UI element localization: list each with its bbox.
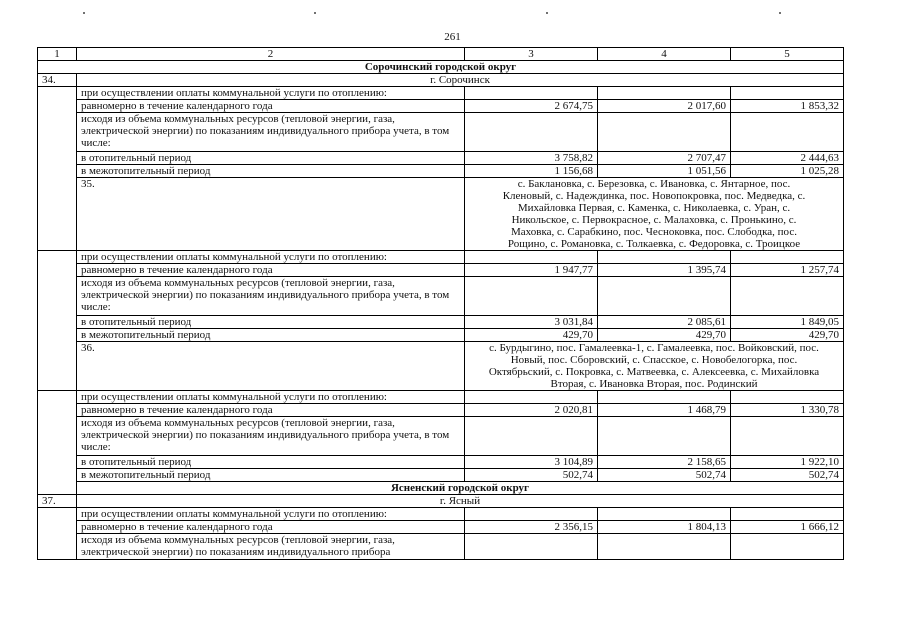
value-cell: 1 849,05 <box>731 316 844 329</box>
value-cell: 1 666,12 <box>731 521 844 534</box>
value-cell: 3 758,82 <box>465 152 598 165</box>
section-title: Ясненский городской округ <box>77 482 844 495</box>
row-label: равномерно в течение календарного года <box>77 521 465 534</box>
value-cell: 1 947,77 <box>465 264 598 277</box>
row-label: исходя из объема коммунальных ресурсов (тепловой энергии, газа, электрической энергии) по показаниям индивидуального прибора учета, в том числе: <box>77 277 465 316</box>
value-cell: 502,74 <box>731 469 844 482</box>
section-row <box>38 482 844 495</box>
table-row <box>38 316 844 329</box>
table-row <box>38 417 844 456</box>
row-label: в отопительный период <box>77 316 465 329</box>
page-number: 261 <box>444 31 461 43</box>
row-label: в межотопительный период <box>77 165 465 178</box>
settlement-name: с. Бурдыгино, пос. Гамалеевка-1, с. Гамалеевка, пос. Войковский, пос. Новый, пос. Сборовский, с. Спасское, с. Новобелогорка, пос. Октябрьский, с. Покровка, с. Матвеевка, с. Алексеевка, с. Михайловка Вторая, с. Ивановка Вторая, пос. Родинский <box>465 342 844 391</box>
table-row <box>38 74 844 87</box>
table-row <box>38 329 844 342</box>
col-header-2: 2 <box>77 48 465 61</box>
section-row <box>38 61 844 74</box>
value-cell: 502,74 <box>465 469 598 482</box>
row-label: в отопительный период <box>77 152 465 165</box>
value-cell: 2 017,60 <box>598 100 731 113</box>
value-cell: 429,70 <box>731 329 844 342</box>
table-row <box>38 456 844 469</box>
value-cell: 1 051,56 <box>598 165 731 178</box>
table-row <box>38 178 844 251</box>
value-cell: 1 330,78 <box>731 404 844 417</box>
row-number: 34. <box>38 74 77 87</box>
table-row <box>38 152 844 165</box>
col-header-1: 1 <box>38 48 77 61</box>
col-header-5: 5 <box>731 48 844 61</box>
value-cell: 2 158,65 <box>598 456 731 469</box>
row-label: при осуществлении оплаты коммунальной услуги по отоплению: <box>77 508 465 521</box>
scan-dot <box>314 12 316 14</box>
value-cell: 3 104,89 <box>465 456 598 469</box>
settlement-name: г. Сорочинск <box>77 74 844 87</box>
table-row <box>38 165 844 178</box>
table-row <box>38 277 844 316</box>
table-row <box>38 87 844 100</box>
table-row <box>38 521 844 534</box>
value-cell: 1 804,13 <box>598 521 731 534</box>
table-row <box>38 264 844 277</box>
table-row <box>38 469 844 482</box>
value-cell: 1 395,74 <box>598 264 731 277</box>
row-label: исходя из объема коммунальных ресурсов (тепловой энергии, газа, электрической энергии) по показаниям индивидуального прибора учета, в том числе: <box>77 417 465 456</box>
scan-dot <box>83 12 85 14</box>
row-label: при осуществлении оплаты коммунальной услуги по отоплению: <box>77 391 465 404</box>
table-row <box>38 508 844 521</box>
row-label: при осуществлении оплаты коммунальной услуги по отоплению: <box>77 251 465 264</box>
value-cell: 3 031,84 <box>465 316 598 329</box>
value-cell: 1 025,28 <box>731 165 844 178</box>
value-cell: 1 468,79 <box>598 404 731 417</box>
row-number: 36. <box>77 342 465 391</box>
row-number: 37. <box>38 495 77 508</box>
table-row <box>38 495 844 508</box>
table-row <box>38 342 844 391</box>
value-cell: 1 922,10 <box>731 456 844 469</box>
settlement-name: г. Ясный <box>77 495 844 508</box>
value-cell: 1 257,74 <box>731 264 844 277</box>
row-label: в отопительный период <box>77 456 465 469</box>
value-cell: 1 156,68 <box>465 165 598 178</box>
value-cell: 2 707,47 <box>598 152 731 165</box>
row-label: в межотопительный период <box>77 469 465 482</box>
col-header-3: 3 <box>465 48 598 61</box>
value-cell: 2 356,15 <box>465 521 598 534</box>
row-number: 35. <box>77 178 465 251</box>
row-label: исходя из объема коммунальных ресурсов (тепловой энергии, газа, электрической энергии) по показаниям индивидуального прибора учета, в том числе: <box>77 113 465 152</box>
scan-dot <box>546 12 548 14</box>
table-row <box>38 404 844 417</box>
scan-dot <box>779 12 781 14</box>
row-label: при осуществлении оплаты коммунальной услуги по отоплению: <box>77 87 465 100</box>
table-row <box>38 534 844 560</box>
value-cell: 502,74 <box>598 469 731 482</box>
row-label: исходя из объема коммунальных ресурсов (тепловой энергии, газа, электрической энергии) по показаниям индивидуального прибора <box>77 534 465 560</box>
settlement-name: с. Баклановка, с. Березовка, с. Ивановка, с. Янтарное, пос. Кленовый, с. Надеждинка, пос. Новопокровка, пос. Медведка, с. Михайловка Первая, с. Каменка, с. Николаевка, с. Уран, с. Никольское, с. Первокрасное, с. Малаховка, с. Пронькино, с. Маховка, с. Сарабкино, пос. Чесноковка, пос. Слободка, пос. Рощино, с. Романовка, с. Толкаевка, с. Федоровка, с. Троицкое <box>465 178 844 251</box>
table-row <box>38 251 844 264</box>
value-cell: 2 444,63 <box>731 152 844 165</box>
tariff-table <box>37 47 844 560</box>
row-label: в межотопительный период <box>77 329 465 342</box>
col-header-4: 4 <box>598 48 731 61</box>
header-row <box>38 48 844 61</box>
row-label: равномерно в течение календарного года <box>77 100 465 113</box>
row-label: равномерно в течение календарного года <box>77 404 465 417</box>
table-row <box>38 113 844 152</box>
value-cell: 2 085,61 <box>598 316 731 329</box>
value-cell: 2 674,75 <box>465 100 598 113</box>
value-cell: 2 020,81 <box>465 404 598 417</box>
value-cell: 1 853,32 <box>731 100 844 113</box>
table-row <box>38 391 844 404</box>
value-cell: 429,70 <box>465 329 598 342</box>
section-title: Сорочинский городской округ <box>38 61 844 74</box>
table-row <box>38 100 844 113</box>
value-cell: 429,70 <box>598 329 731 342</box>
row-label: равномерно в течение календарного года <box>77 264 465 277</box>
